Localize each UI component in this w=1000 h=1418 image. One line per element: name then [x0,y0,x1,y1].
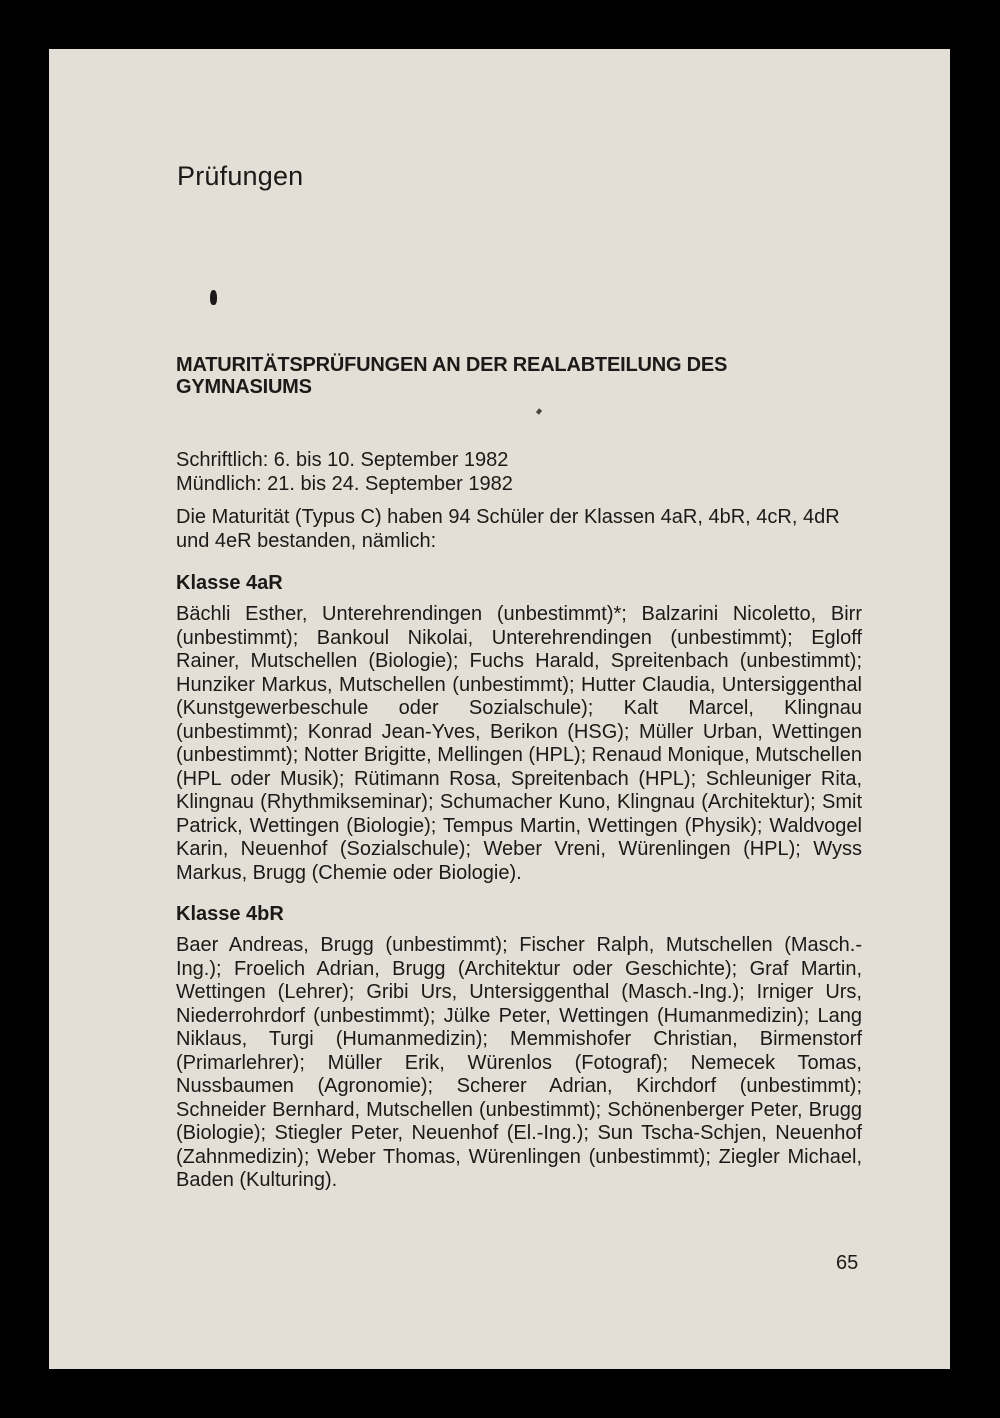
class-student-list: Baer Andreas, Brugg (unbestimmt); Fischer Ralph, Mutschellen (Masch.-Ing.); Froelich Adrian, Brugg (Architektur oder Geschichte); Graf Martin, Wettingen (Lehrer); Gribi Urs, Untersiggenthal (Masch.-Ing.); Irniger Urs, Niederrohrdorf (unbestimmt); Jülke Peter, Wettingen (Humanmedizin); Lang Niklaus, Turgi (Humanmedizin); Memmishofer Christian, Birmenstorf (Primarlehrer); Müller Erik, Würenlos (Fotograf); Nemecek Tomas, Nussbaumen (Agronomie); Scherer Adrian, Kirchdorf (unbestimmt); Schneider Bernhard, Mutschellen (unbestimmt); Schönenberger Peter, Brugg (Biologie); Stiegler Peter, Neuenhof (El.-Ing.); Sun Tscha-Schjen, Neuenhof (Zahnmedizin); Weber Thomas, Würenlingen (unbestimmt); Ziegler Michael, Baden (Kulturing). [176,934,862,1191]
main-heading-line1: MATURITÄTSPRÜFUNGEN AN DER REALABTEILUNG DES [176,354,728,376]
class-heading: Klasse 4aR [176,572,283,594]
written-exam-dates: Schriftlich: 6. bis 10. September 1982 [176,449,509,471]
class-block-4ar [176,572,862,885]
class-block-4br [176,903,862,1193]
class-heading: Klasse 4bR [176,903,284,925]
main-heading-line2: GYMNASIUMS [176,376,312,398]
document-page [49,49,950,1369]
main-heading [176,354,862,398]
intro-paragraph: Die Maturität (Typus C) haben 94 Schüler der Klassen 4aR, 4bR, 4cR, 4dR und 4eR bestanden, nämlich: [176,506,840,552]
exam-dates [176,449,862,496]
page-content [176,354,862,1193]
class-student-list: Bächli Esther, Unterehrendingen (unbestimmt)*; Balzarini Nicoletto, Birr (unbestimmt); Bankoul Nikolai, Unterehrendingen (unbestimmt); Egloff Rainer, Mutschellen (Biologie); Fuchs Harald, Spreitenbach (unbestimmt); Hunziker Markus, Mutschellen (unbestimmt); Hutter Claudia, Untersiggenthal (Kunstgewerbeschule oder Sozialschule); Kalt Marcel, Klingnau (unbestimmt); Konrad Jean-Yves, Berikon (HSG); Müller Urban, Wettingen (unbestimmt); Notter Brigitte, Mellingen (HPL); Renaud Monique, Mutschellen (HPL oder Musik); Rütimann Rosa, Spreitenbach (HPL); Schleuniger Rita, Klingnau (Rhythmikseminar); Schumacher Kuno, Klingnau (Architektur); Smit Patrick, Wettingen (Biologie); Tempus Martin, Wettingen (Physik); Waldvogel Karin, Neuenhof (Sozialschule); Weber Vreni, Würenlingen (HPL); Wyss Markus, Brugg (Chemie oder Biologie). [176,603,862,884]
oral-exam-dates: Mündlich: 21. bis 24. September 1982 [176,472,513,495]
page-number: 65 [836,1252,859,1274]
ink-mark [210,290,217,305]
section-title: Prüfungen [177,161,304,191]
